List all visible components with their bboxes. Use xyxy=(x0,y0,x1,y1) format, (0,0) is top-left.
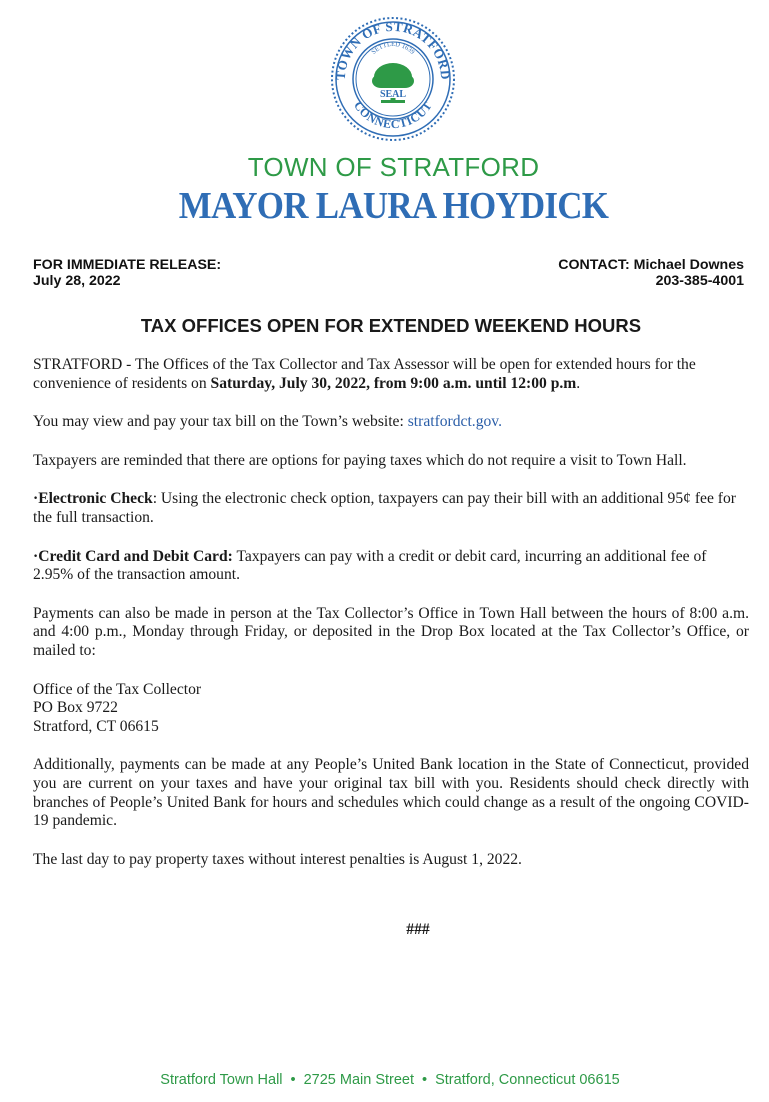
town-name: TOWN OF STRATFORD xyxy=(247,152,540,182)
website-text: You may view and pay your tax bill on the Town’s website: xyxy=(33,413,408,431)
credit-card-text: Taxpayers can pay with a credit or debit card, incurring an additional fee of 2.95% of the transaction amount. xyxy=(33,547,707,584)
contact-block xyxy=(558,257,744,289)
footer-separator-1: • xyxy=(290,1072,296,1088)
electronic-check-text: : Using the electronic check option, taxpayers can pay their bill with an additional 95¢ fee for the full transaction. xyxy=(33,490,736,526)
release-date: July 28, 2022 xyxy=(33,273,121,289)
address-line-2: PO Box 9722 xyxy=(33,699,118,717)
mailing-address xyxy=(33,681,749,737)
town-seal-logo xyxy=(331,17,455,141)
intro-paragraph xyxy=(33,356,749,393)
release-label: FOR IMMEDIATE RELEASE: xyxy=(33,257,222,273)
svg-text:SETTLED 1639 xyxy=(370,41,415,56)
contact-phone: 203-385-4001 xyxy=(655,273,744,289)
seal-inner-text: SETTLED 1639 xyxy=(370,40,416,56)
press-release-headline: TAX OFFICES OPEN FOR EXTENDED WEEKEND HOURS xyxy=(140,315,642,336)
credit-card-label: ·Credit Card and Debit Card: xyxy=(33,547,233,565)
address-line-3: Stratford, CT 06615 xyxy=(33,717,159,735)
footer-town-hall: Stratford Town Hall xyxy=(160,1072,283,1088)
footer-street: 2725 Main Street xyxy=(303,1072,415,1088)
footer-city: Stratford, Connecticut 06615 xyxy=(435,1072,620,1088)
in-person-paragraph: Payments can also be made in person at the Tax Collector’s Office in Town Hall between the hours of 8:00 a.m. and 4:00 p.m., Monday through Friday, or deposited in the Drop Box located at the Tax Collector’s Office, or mailed to: xyxy=(33,604,749,659)
electronic-check-label: ·Electronic Check xyxy=(33,490,153,508)
intro-bold-date: Saturday, July 30, 2022, from 9:00 a.m. until 12:00 p.m xyxy=(210,374,577,392)
intro-text: STRATFORD - The Offices of the Tax Collector and Tax Assessor will be open for extended hours for the convenience of residents on xyxy=(33,356,696,392)
footer-separator-2: • xyxy=(422,1072,428,1088)
contact-label: CONTACT: Michael Downes xyxy=(558,257,744,273)
bank-paragraph: Additionally, payments can be made at any People’s United Bank location in the State of Connecticut, provided you are current on your taxes and have your original tax bill with you. Residents should check directly with branches of People’s United Bank for hours and schedules which could change as a result of the ongoing COVID-19 pandemic. xyxy=(33,756,749,830)
credit-card-paragraph xyxy=(33,548,749,585)
options-paragraph: Taxpayers are reminded that there are options for paying taxes which do not require a visit to Town Hall. xyxy=(33,451,687,469)
svg-text:CONNECTICUT xyxy=(351,99,435,132)
footer-address xyxy=(0,1072,769,1088)
electronic-check-paragraph xyxy=(33,490,749,527)
seal-top-text: TOWN OF STRATFORD xyxy=(332,18,454,81)
seal-center-text: SEAL xyxy=(379,89,407,100)
website-link[interactable]: stratfordct.gov. xyxy=(407,413,502,431)
press-release-body xyxy=(33,356,749,889)
mayor-name: MAYOR LAURA HOYDICK xyxy=(178,185,609,227)
end-mark: ### xyxy=(406,921,430,938)
seal-bottom-text: CONNECTICUT xyxy=(351,98,435,132)
website-paragraph xyxy=(33,413,749,432)
address-line-1: Office of the Tax Collector xyxy=(33,680,202,698)
release-block xyxy=(33,257,221,289)
deadline-paragraph: The last day to pay property taxes without interest penalties is August 1, 2022. xyxy=(33,850,522,868)
intro-end: . xyxy=(576,374,581,392)
